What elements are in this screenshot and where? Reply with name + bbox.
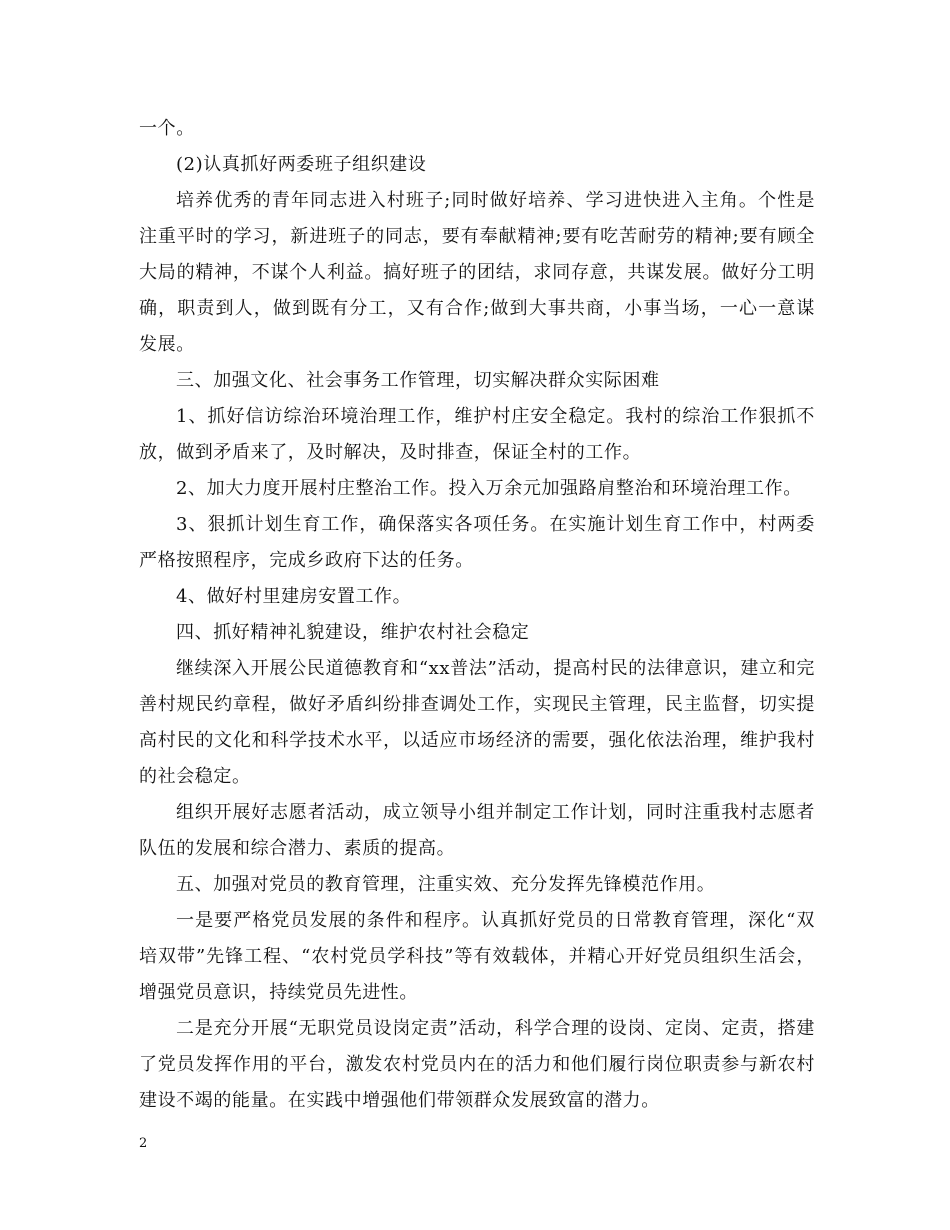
paragraph: 4、做好村里建房安置工作。 [176, 586, 412, 607]
paragraph: 一个。 [139, 118, 195, 139]
section-heading: 三、加强文化、社会事务工作管理，切实解决群众实际困难 [176, 370, 660, 391]
paragraph: 组织开展好志愿者活动，成立领导小组并制定工作计划，同时注重我村志愿者队伍的发展和综合潜力、素质的提高。 [139, 802, 815, 859]
section-heading: 四、抓好精神礼貌建设，维护农村社会稳定 [176, 622, 530, 643]
paragraph: 继续深入开展公民道德教育和“xx普法”活动，提高村民的法律意识，建立和完善村规民约章程，做好矛盾纠纷排查调处工作，实现民主管理，民主监督，切实提高村民的文化和科学技术水平，以适应市场经济的需要，强化依法治理，维护我村的社会稳定。 [139, 658, 815, 787]
paragraph: 1、抓好信访综治环境治理工作，维护村庄安全稳定。我村的综治工作狠抓不放，做到矛盾来了，及时解决，及时排查，保证全村的工作。 [139, 406, 815, 463]
paragraph: 培养优秀的青年同志进入村班子;同时做好培养、学习进快进入主角。个性是注重平时的学习，新进班子的同志，要有奉献精神;要有吃苦耐劳的精神;要有顾全大局的精神，不谋个人利益。搞好班子的团结，求同存意，共谋发展。做好分工明确，职责到人，做到既有分工，又有合作;做到大事共商，小事当场，一心一意谋发展。 [139, 190, 815, 355]
paragraph: 3、狠抓计划生育工作，确保落实各项任务。在实施计划生育工作中，村两委严格按照程序，完成乡政府下达的任务。 [139, 514, 815, 571]
section-heading: (2)认真抓好两委班子组织建设 [176, 154, 427, 175]
page-number: 2 [139, 1136, 148, 1151]
paragraph: 一是要严格党员发展的条件和程序。认真抓好党员的日常教育管理，深化“双培双带”先锋工程、“农村党员学科技”等有效载体，并精心开好党员组织生活会，增强党员意识，持续党员先进性。 [139, 910, 815, 1003]
paragraph: 2、加大力度开展村庄整治工作。投入万余元加强路肩整治和环境治理工作。 [176, 478, 802, 499]
document-body [139, 111, 815, 1119]
paragraph: 二是充分开展“无职党员设岗定责”活动，科学合理的设岗、定岗、定责，搭建了党员发挥作用的平台，激发农村党员内在的活力和他们履行岗位职责参与新农村建设不竭的能量。在实践中增强他们带领群众发展致富的潜力。 [139, 1018, 815, 1111]
section-heading: 五、加强对党员的教育管理，注重实效、充分发挥先锋模范作用。 [176, 874, 716, 895]
